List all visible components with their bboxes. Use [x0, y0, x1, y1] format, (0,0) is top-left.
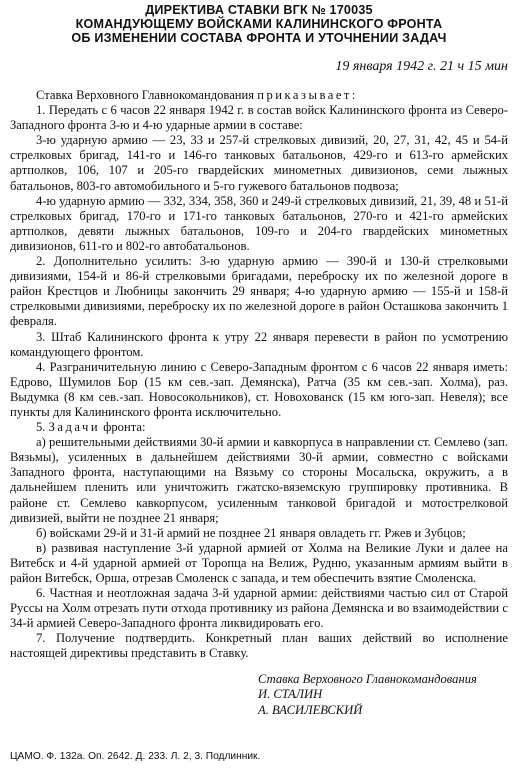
intro-lead: Ставка Верховного Главнокомандования	[36, 88, 258, 102]
paragraph-5b: б) войсками 29-й и 31-й армий не позднее 21 января овладеть гг. Ржев и Зубцов;	[36, 525, 466, 540]
paragraph-1a: 3-ю ударную армию — 23, 33 и 257-й стрелковых дивизий, 20, 27, 31, 42, 45 и 54-й стрелковых бригад, 141-го и 146-го танковых батальонов, 429-го и 613-го армейских артполков, 106, 107 и 205-го гвардейских минометных дивизионов, семи лыжных батальонов, 803-го автомобильного и 5-го гужевого батальонов подвоза;	[10, 133, 508, 193]
paragraph-1: 1. Передать с 6 часов 22 января 1942 г. в состав войск Калининского фронта из Северо-Западного фронта 3-ю и 4-ю ударные армии в составе:	[10, 103, 508, 133]
paragraph-3: 3. Штаб Калининского фронта к утру 22 января перевести в район по усмотрению командующего фронтом.	[10, 329, 508, 359]
document-title	[10, 3, 508, 45]
archive-source-note: ЦАМО. Ф. 132а. Оп. 2642. Д. 233. Л. 2, 3. Подлинник.	[10, 751, 261, 762]
dateline: 19 января 1942 г. 21 ч 15 мин	[335, 59, 508, 74]
signature-vasilevsky: А. ВАСИЛЕВСКИЙ	[258, 702, 363, 717]
signature-block	[258, 672, 508, 719]
signature-authority: Ставка Верховного Главнокомандования	[258, 671, 477, 686]
paragraph-5	[10, 420, 508, 435]
intro-order-word: приказывает	[257, 88, 352, 102]
paragraph-5-tail: фронта:	[100, 420, 146, 435]
paragraph-7: 7. Получение подтвердить. Конкретный план ваших действий во исполнение настоящей директивы представить в Ставку.	[10, 631, 508, 661]
signature-stalin: И. СТАЛИН	[258, 687, 323, 702]
paragraph-5c: в) развивая наступление 3-й ударной армией от Холма на Великие Луки и далее на Витебск и 4-й ударной армией от Торопца на Велиж, Рудню, указанным армиям выйти в район Витебск, Орша, отрезав Смоленск с запада, и тем обеспечить взятие Смоленска.	[10, 540, 508, 585]
title-line-1: ДИРЕКТИВА СТАВКИ ВГК № 170035	[145, 3, 373, 17]
paragraph-2: 2. Дополнительно усилить: 3-ю ударную армию — 390-й и 130-й стрелковыми дивизиями, 154-й и 86-й стрелковыми бригадами, переброску их по железной дороге в район Крестцов и Любницы закончить 29 января; 4-ю ударную армию — 155-й и 158-й стрелковыми дивизиями, переброску их по железной дороге в район Осташкова закончить 1 февраля.	[10, 254, 508, 329]
paragraph-1b: 4-ю ударную армию — 332, 334, 358, 360 и 249-й стрелковых дивизий, 21, 39, 48 и 51-й стрелковых бригад, 170-го и 171-го танковых батальонов, 270-го и 421-го армейских артполков, девяти лыжных батальонов, 109-го и 204-го гвардейских минометных дивизионов, 611-го и 802-го автобатальонов.	[10, 193, 508, 253]
intro-tail: :	[351, 88, 356, 102]
paragraph-5-tasks-word: Задачи	[48, 420, 101, 435]
directive-body	[10, 88, 508, 662]
paragraph-5-lead: 5.	[36, 420, 49, 435]
intro-paragraph	[10, 88, 508, 103]
paragraph-5a: а) решительными действиями 30-й армии и кавкорпуса в направлении ст. Семлево (зап. Вязьмы), усиленных в дальнейшем действиями 30-й армии, совместно с войсками Западного фронта, наступающими на Вязьму со стороны Мосальска, окружить, а в дальнейшем пленить или уничтожить гжатско-вяземскую группировку противника. В районе ст. Семлево кавкорпусом, усиленным танковой бригадой и мотострелковой дивизией, выйти не позднее 21 января;	[10, 435, 508, 525]
paragraph-4: 4. Разграничительную линию с Северо-Западным фронтом с 6 часов 22 января иметь: Едрово, Шумилов Бор (15 км сев.-зап. Демянска), Ратча (35 км сев.-зап. Холма), раз. Выдумка (8 км сев.-зап. Новосокольников), ст. Новохованск (15 км юго-зап. Невеля); все пункты для Калининского фронта исключительно.	[10, 359, 508, 419]
title-line-3: ОБ ИЗМЕНЕНИИ СОСТАВА ФРОНТА И УТОЧНЕНИИ ЗАДАЧ	[71, 31, 447, 45]
paragraph-6: 6. Частная и неотложная задача 3-й ударной армии: действиями частью сил от Старой Руссы на Холм отрезать пути отхода противнику из района Демянска и во взаимодействии с 34-й армией Северо-Западного фронта ликвидировать его.	[10, 586, 508, 631]
title-line-2: КОМАНДУЮЩЕМУ ВОЙСКАМИ КАЛИНИНСКОГО ФРОНТА	[75, 17, 443, 31]
